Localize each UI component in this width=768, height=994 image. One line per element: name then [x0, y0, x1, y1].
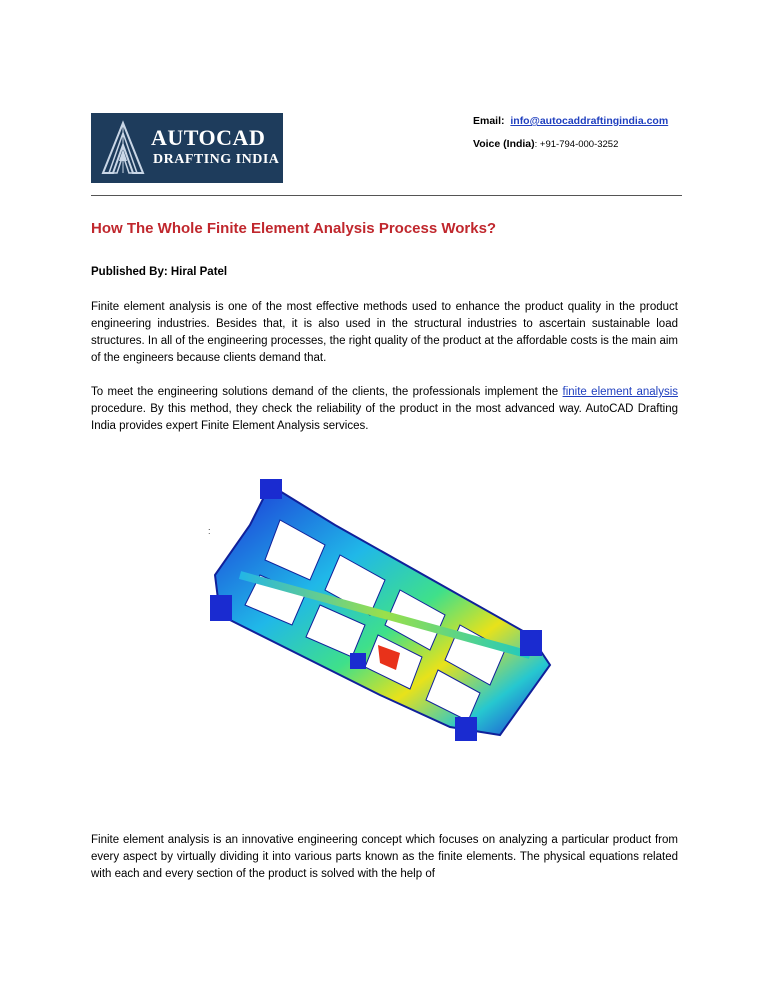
paragraph-method-text-before: To meet the engineering solutions demand of the clients, the professionals implement the	[91, 386, 563, 398]
stray-mark: :	[208, 526, 211, 536]
logo-text-drafting-india: DRAFTING INDIA	[153, 152, 280, 167]
finite-element-analysis-link[interactable]: finite element analysis	[562, 386, 678, 398]
article-title: How The Whole Finite Element Analysis Process Works?	[91, 220, 497, 237]
contact-email	[473, 115, 668, 127]
voice-number: : +91-794-000-3252	[534, 139, 619, 150]
company-logo	[91, 113, 283, 183]
voice-label: Voice (India)	[473, 138, 535, 150]
paragraph-method	[91, 384, 678, 435]
logo-emblem-icon	[99, 119, 147, 177]
paragraph-intro: Finite element analysis is one of the most effective methods used to enhance the product quality in the product engineering industries. Besides that, it is also used in the structural industries to ascertain sustainable load structures. In all of the engineering processes, the right quality of the product at the affordable costs is the main aim of the engineers because clients demand that.	[91, 301, 678, 364]
fea-frame-image	[200, 465, 570, 755]
logo-text-autocad: AUTOCAD	[151, 125, 266, 150]
paragraph-concept: Finite element analysis is an innovative engineering concept which focuses on analyzing a particular product from every aspect by virtually dividing it into various parts known as the finite elements. The physical equations related with each and every section of the product is solved with the help of	[91, 834, 678, 880]
header-divider	[91, 195, 682, 196]
paragraph-method-text-after: procedure. By this method, they check the reliability of the product in the most advanced way. AutoCAD Drafting India provides expert Finite Element Analysis services.	[91, 403, 678, 432]
email-label: Email:	[473, 115, 505, 127]
article-byline: Published By: Hiral Patel	[91, 266, 228, 278]
email-link[interactable]: info@autocaddraftingindia.com	[510, 115, 669, 127]
contact-voice	[473, 138, 618, 150]
